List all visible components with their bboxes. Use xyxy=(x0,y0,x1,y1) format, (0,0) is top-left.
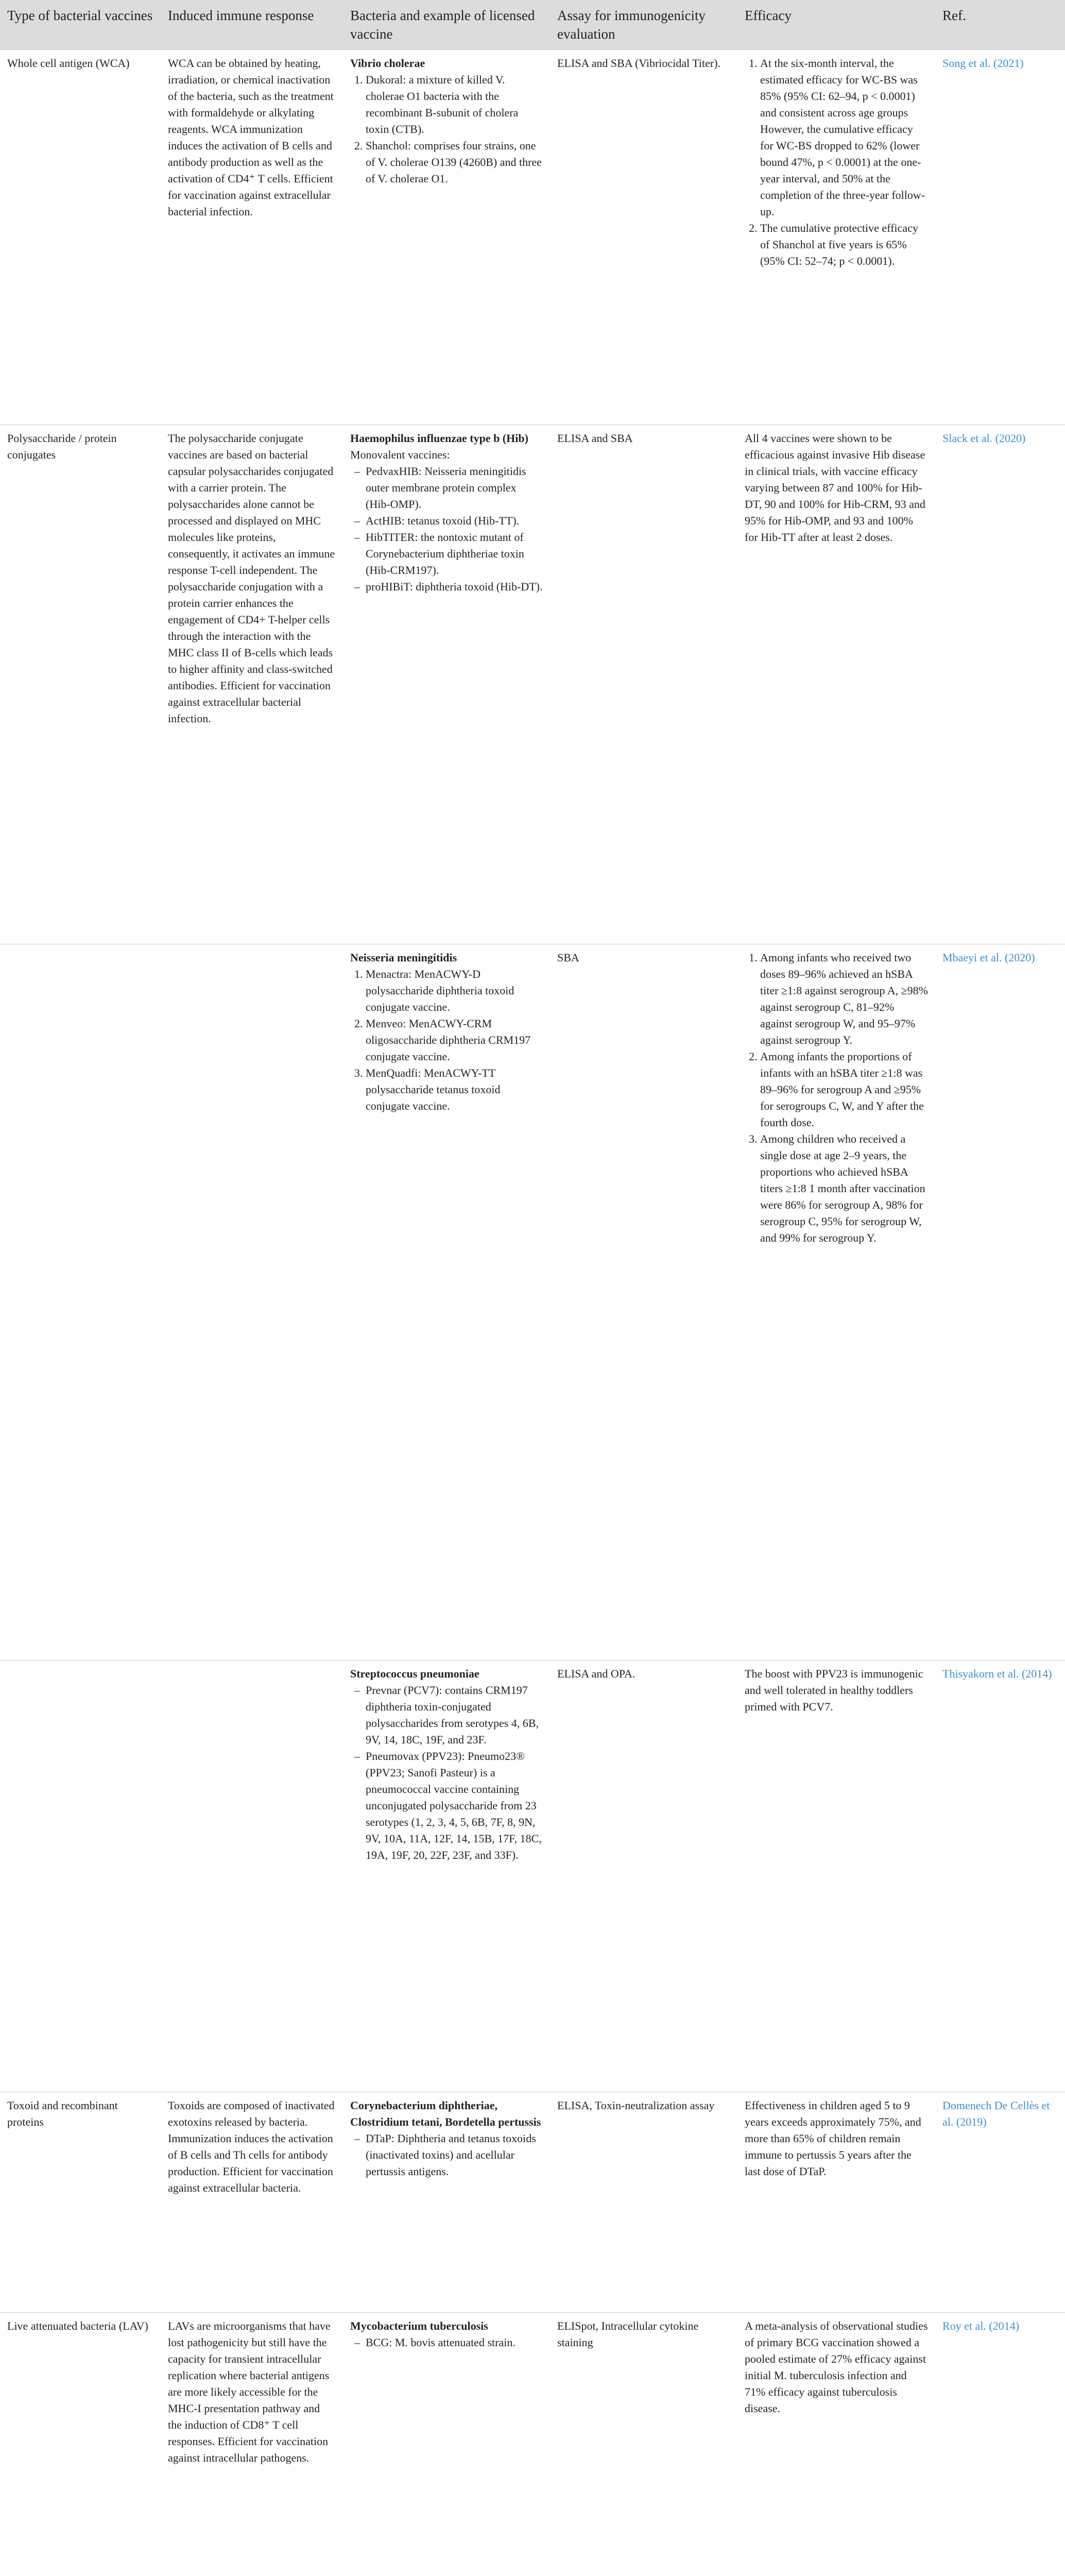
assay: SBA xyxy=(550,944,737,1660)
bacteria-cell xyxy=(343,50,550,425)
vaccine-item: – DTaP: Diphtheria and tetanus toxoids (inactivated toxins) and acellular pertussis antigens. xyxy=(350,2130,543,2180)
vaccine-item: 1. Menactra: MenACWY-D polysaccharide diphtheria toxoid conjugate vaccine. xyxy=(366,966,543,1015)
bacteria-cell xyxy=(343,2092,550,2313)
vaccine-item: – PedvaxHIB: Neisseria meningitidis outer membrane protein complex (Hib-OMP). xyxy=(350,463,543,513)
bacteria-name: Mycobacterium tuberculosis xyxy=(350,2319,488,2332)
vaccine-item: 2. Shanchol: comprises four strains, one of V. cholerae O139 (4260B) and three of V. cholerae O1. xyxy=(366,138,543,187)
vaccine-item: – Prevnar (PCV7): contains CRM197 diphtheria toxin-conjugated polysaccharides from serotypes 4, 6B, 9V, 14, 18C, 19F, and 23F. xyxy=(350,1682,543,1748)
header-assay: Assay for immunogenicity evaluation xyxy=(550,0,737,50)
table-row xyxy=(0,2313,1065,2576)
bacteria-cell xyxy=(343,425,550,944)
efficacy-item: 2. Among infants the proportions of infants with an hSBA titer ≥1:8 was 89–96% for serogroup A and ≥95% for serogroups C, W, and Y after the fourth dose. xyxy=(760,1048,928,1131)
table-row xyxy=(0,944,1065,1660)
vaccine-group-label: Monovalent vaccines: xyxy=(350,448,450,461)
header-ref: Ref. xyxy=(935,0,1065,50)
vaccine-type: Live attenuated bacteria (LAV) xyxy=(0,2313,161,2576)
efficacy-cell xyxy=(737,944,935,1660)
vaccine-type: Toxoid and recombinant proteins xyxy=(0,2092,161,2313)
bacteria-cell xyxy=(343,944,550,1660)
vaccine-item: 3. MenQuadfi: MenACWY-TT polysaccharide tetanus toxoid conjugate vaccine. xyxy=(366,1065,543,1114)
immune-response: Toxoids are composed of inactivated exotoxins released by bacteria. Immunization induces the activation of B cells and Th cells for antibody production. Efficient for vaccination against extracellular bacteria. xyxy=(161,2092,343,2313)
header-type: Type of bacterial vaccines xyxy=(0,0,161,50)
efficacy-item: 2. The cumulative protective efficacy of Shanchol at five years is 65% (95% CI: 52–74; p < 0.0001). xyxy=(760,220,928,269)
efficacy-item: 1. Among infants who received two doses 89–96% achieved an hSBA titer ≥1:8 against serogroup A, ≥98% against serogroup C, 81–92% against serogroup W, and 95–97% against serogroup Y. xyxy=(760,950,928,1048)
bacteria-cell xyxy=(343,2313,550,2576)
bacteria-cell xyxy=(343,1660,550,2092)
reference-link[interactable]: Thisyakorn et al. (2014) xyxy=(935,1660,1065,2092)
header-efficacy: Efficacy xyxy=(737,0,935,50)
vaccine-item: – Pneumovax (PPV23): Pneumo23® (PPV23; Sanofi Pasteur) is a pneumococcal vaccine containing unconjugated polysaccharide from 23 serotypes (1, 2, 3, 4, 5, 6B, 7F, 8, 9N, 9V, 10A, 11A, 12F, 14, 15B, 17F, 18C, 19A, 19F, 20, 22F, 23F, and 33F). xyxy=(350,1748,543,1863)
table-row xyxy=(0,2092,1065,2313)
efficacy-item: 1. At the six-month interval, the estimated efficacy for WC-BS was 85% (95% CI: 62–94, p < 0.0001) and consistent across age groups However, the cumulative efficacy for WC-BS dropped to 62% (lower bound 47%, p < 0.0001) at the one-year interval, and 50% at the completion of the three-year follow-up. xyxy=(760,55,928,220)
assay: ELISpot, Intracellular cytokine staining xyxy=(550,2313,737,2576)
efficacy-text: All 4 vaccines were shown to be efficacious against invasive Hib disease in clinical trials, with vaccine efficacy varying between 87 and 100% for Hib-DT, 90 and 100% for Hib-CRM, 93 and 95% for Hib-OMP, and 93 and 100% for Hib-TT after at least 2 doses. xyxy=(737,425,935,944)
header-response: Induced immune response xyxy=(161,0,343,50)
assay: ELISA and SBA xyxy=(550,425,737,944)
table-header-row xyxy=(0,0,1065,50)
efficacy-text: The boost with PPV23 is immunogenic and well tolerated in healthy toddlers primed with PCV7. xyxy=(737,1660,935,2092)
vaccine-item: – proHIBiT: diphtheria toxoid (Hib-DT). xyxy=(350,579,543,595)
table-row xyxy=(0,50,1065,425)
immune-response: The polysaccharide conjugate vaccines are based on bacterial capsular polysaccharides conjugated with a carrier protein. The polysaccharides alone cannot be processed and displayed on MHC molecules like proteins, consequently, it activates an immune response T-cell independent. The polysaccharide conjugation with a protein carrier enhances the engagement of CD4+ T-helper cells through the interaction with the MHC class II of B-cells which leads to higher affinity and class-switched antibodies. Efficient for vaccination against extracellular bacterial infection. xyxy=(161,425,343,944)
reference-link[interactable]: Roy et al. (2014) xyxy=(935,2313,1065,2576)
efficacy-text: Effectiveness in children aged 5 to 9 years exceeds approximately 75%, and more than 65% of children remain immune to pertussis 5 years after the last dose of DTaP. xyxy=(737,2092,935,2313)
vaccine-type: Whole cell antigen (WCA) xyxy=(0,50,161,425)
reference-link[interactable]: Slack et al. (2020) xyxy=(935,425,1065,944)
bacteria-name: Streptococcus pneumoniae xyxy=(350,1667,479,1680)
efficacy-cell xyxy=(737,50,935,425)
reference-link[interactable]: Song et al. (2021) xyxy=(935,50,1065,425)
vaccine-item: – ActHIB: tetanus toxoid (Hib-TT). xyxy=(350,513,543,529)
table-row xyxy=(0,425,1065,944)
vaccine-type: Polysaccharide / protein conjugates xyxy=(0,425,161,944)
assay: ELISA, Toxin-neutralization assay xyxy=(550,2092,737,2313)
assay: ELISA and OPA. xyxy=(550,1660,737,2092)
efficacy-text: A meta-analysis of observational studies of primary BCG vaccination showed a pooled estimate of 27% efficacy against initial M. tuberculosis infection and 71% efficacy against tuberculosis disease. xyxy=(737,2313,935,2576)
vaccine-item: 1. Dukoral: a mixture of killed V. cholerae O1 bacteria with the recombinant B-subunit of cholera toxin (CTB). xyxy=(366,72,543,138)
immune-response: WCA can be obtained by heating, irradiation, or chemical inactivation of the bacteria, such as the treatment with formaldehyde or alkylating reagents. WCA immunization induces the activation of B cells and antibody production as well as the activation of CD4⁺ T cells. Efficient for vaccination against extracellular bacterial infection. xyxy=(161,50,343,425)
header-bacteria: Bacteria and example of licensed vaccine xyxy=(343,0,550,50)
bacteria-name: Haemophilus influenzae type b (Hib) xyxy=(350,432,528,445)
reference-link[interactable]: Domenech De Cellès et al. (2019) xyxy=(935,2092,1065,2313)
vaccine-item: 2. Menveo: MenACWY-CRM oligosaccharide diphtheria CRM197 conjugate vaccine. xyxy=(366,1015,543,1065)
efficacy-item: 3. Among children who received a single dose at age 2–9 years, the proportions who achieved hSBA titers ≥1:8 1 month after vaccination were 86% for serogroup A, 98% for serogroup C, 95% for serogroup W, and 99% for serogroup Y. xyxy=(760,1131,928,1246)
immune-response: LAVs are microorganisms that have lost pathogenicity but still have the capacity for transient intracellular replication where bacterial antigens are more likely accessible for the MHC-I presentation pathway and the induction of CD8⁺ T cell responses. Efficient for vaccination against intracellular pathogens. xyxy=(161,2313,343,2576)
table-row xyxy=(0,1660,1065,2092)
bacteria-name: Neisseria meningitidis xyxy=(350,951,457,964)
vaccine-item: – HibTITER: the nontoxic mutant of Corynebacterium diphtheriae toxin (Hib-CRM197). xyxy=(350,529,543,579)
bacteria-name: Corynebacterium diphtheriae, Clostridium tetani, Bordetella pertussis xyxy=(350,2099,541,2128)
reference-link[interactable]: Mbaeyi et al. (2020) xyxy=(935,944,1065,1660)
assay: ELISA and SBA (Vibriocidal Titer). xyxy=(550,50,737,425)
vaccine-item: – BCG: M. bovis attenuated strain. xyxy=(350,2334,543,2351)
bacteria-name: Vibrio cholerae xyxy=(350,57,425,70)
